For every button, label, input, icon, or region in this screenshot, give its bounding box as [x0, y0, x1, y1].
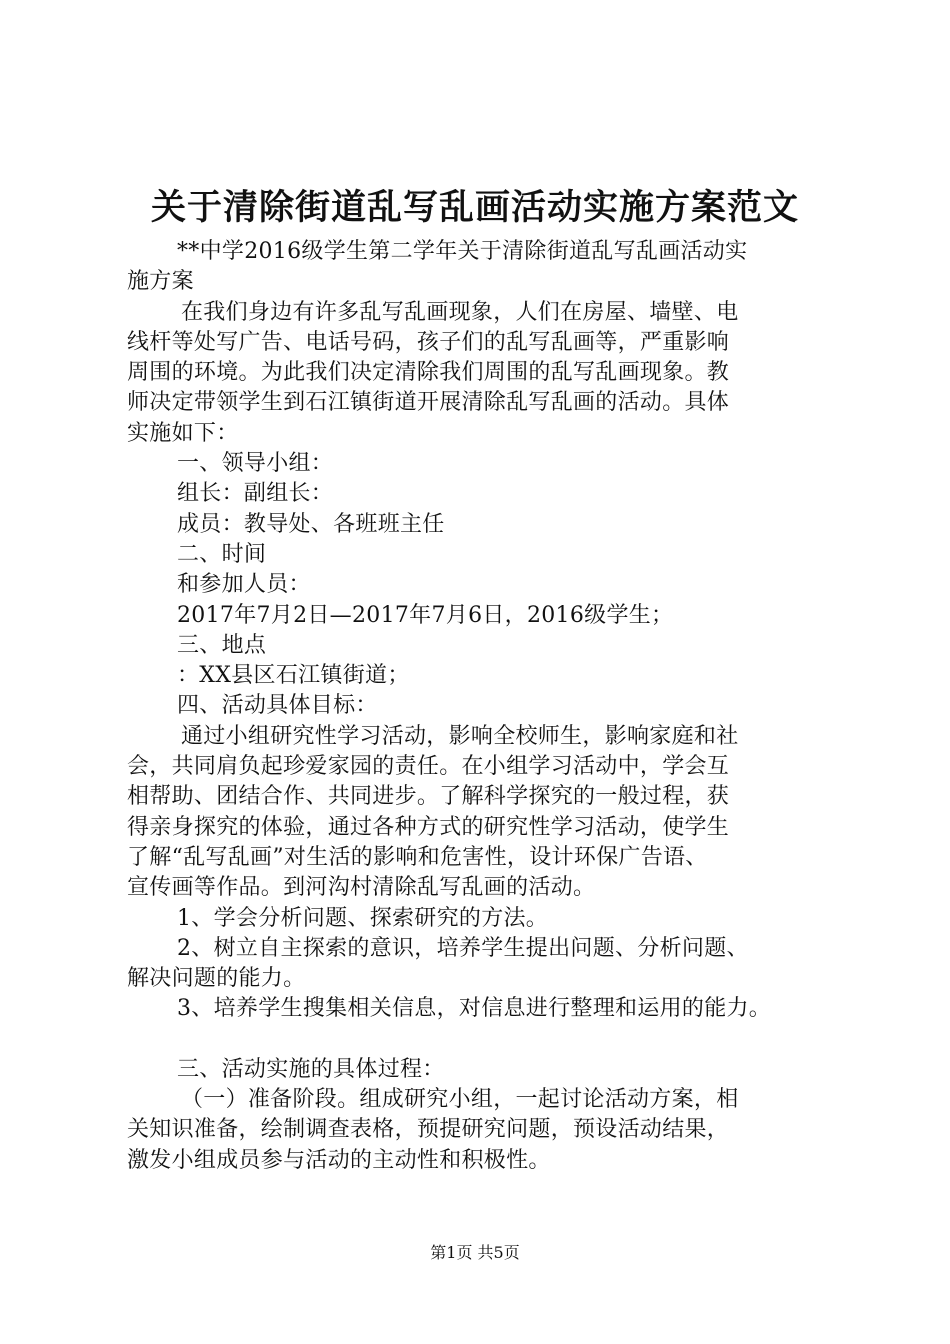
body-line: 相帮助、团结合作、共同进步。了解科学探究的一般过程，获 — [127, 784, 730, 810]
document-body — [127, 237, 837, 1176]
body-line: 宣传画等作品。到河沟村清除乱写乱画的活动。 — [127, 875, 596, 901]
body-line: （一）准备阶段。组成研究小组，一起讨论活动方案，相 — [181, 1087, 739, 1113]
body-line: 实施如下： — [127, 420, 239, 446]
section-heading: 二、时间 — [177, 541, 267, 567]
body-line: 在我们身边有许多乱写乱画现象，人们在房屋、墙壁、电 — [181, 299, 739, 325]
body-line: 线杆等处写广告、电话号码，孩子们的乱写乱画等，严重影响 — [127, 329, 730, 355]
body-line: 了解“乱写乱画”对生活的影响和危害性，设计环保广告语、 — [127, 844, 708, 870]
body-line: 解决问题的能力。 — [127, 966, 306, 992]
document-title: 关于清除街道乱写乱画活动实施方案范文 — [150, 187, 799, 228]
list-item: 2、树立自主探索的意识，培养学生提出问题、分析问题、 — [177, 935, 749, 961]
list-item: 1、学会分析问题、探索研究的方法。 — [177, 905, 549, 931]
paragraph-gap — [127, 1025, 837, 1055]
body-line: 2017年7月2日—2017年7月6日，2016级学生； — [177, 602, 674, 628]
body-line: 师决定带领学生到石江镇街道开展清除乱写乱画的活动。具体 — [127, 390, 730, 416]
section-heading: 四、活动具体目标： — [177, 693, 378, 719]
body-line: 关知识准备，绘制调查表格，预提研究问题，预设活动结果， — [127, 1117, 730, 1143]
list-item: 3、培养学生搜集相关信息，对信息进行整理和运用的能力。 — [177, 996, 772, 1022]
body-line: **中学2016级学生第二学年关于清除街道乱写乱画活动实 — [177, 239, 748, 264]
body-line: 通过小组研究性学习活动，影响全校师生，影响家庭和社 — [181, 723, 739, 749]
page-footer: 第1页 共5页 — [430, 1243, 520, 1262]
body-line: 得亲身探究的体验，通过各种方式的研究性学习活动，使学生 — [127, 814, 730, 840]
body-line: 组长：副组长： — [177, 481, 334, 507]
section-heading: 三、活动实施的具体过程： — [177, 1056, 445, 1082]
body-line: 会，共同肩负起珍爱家园的责任。在小组学习活动中，学会互 — [127, 754, 730, 780]
section-heading: 三、地点 — [177, 632, 267, 658]
body-line: 施方案 — [127, 269, 194, 295]
body-line: 周围的环境。为此我们决定清除我们周围的乱写乱画现象。教 — [127, 360, 730, 386]
body-line: ：XX县区石江镇街道； — [177, 663, 410, 689]
section-heading: 一、领导小组： — [177, 451, 334, 477]
body-line: 成员：教导处、各班班主任 — [177, 511, 445, 537]
body-line: 激发小组成员参与活动的主动性和积极性。 — [127, 1147, 551, 1173]
body-line: 和参加人员： — [177, 572, 311, 598]
